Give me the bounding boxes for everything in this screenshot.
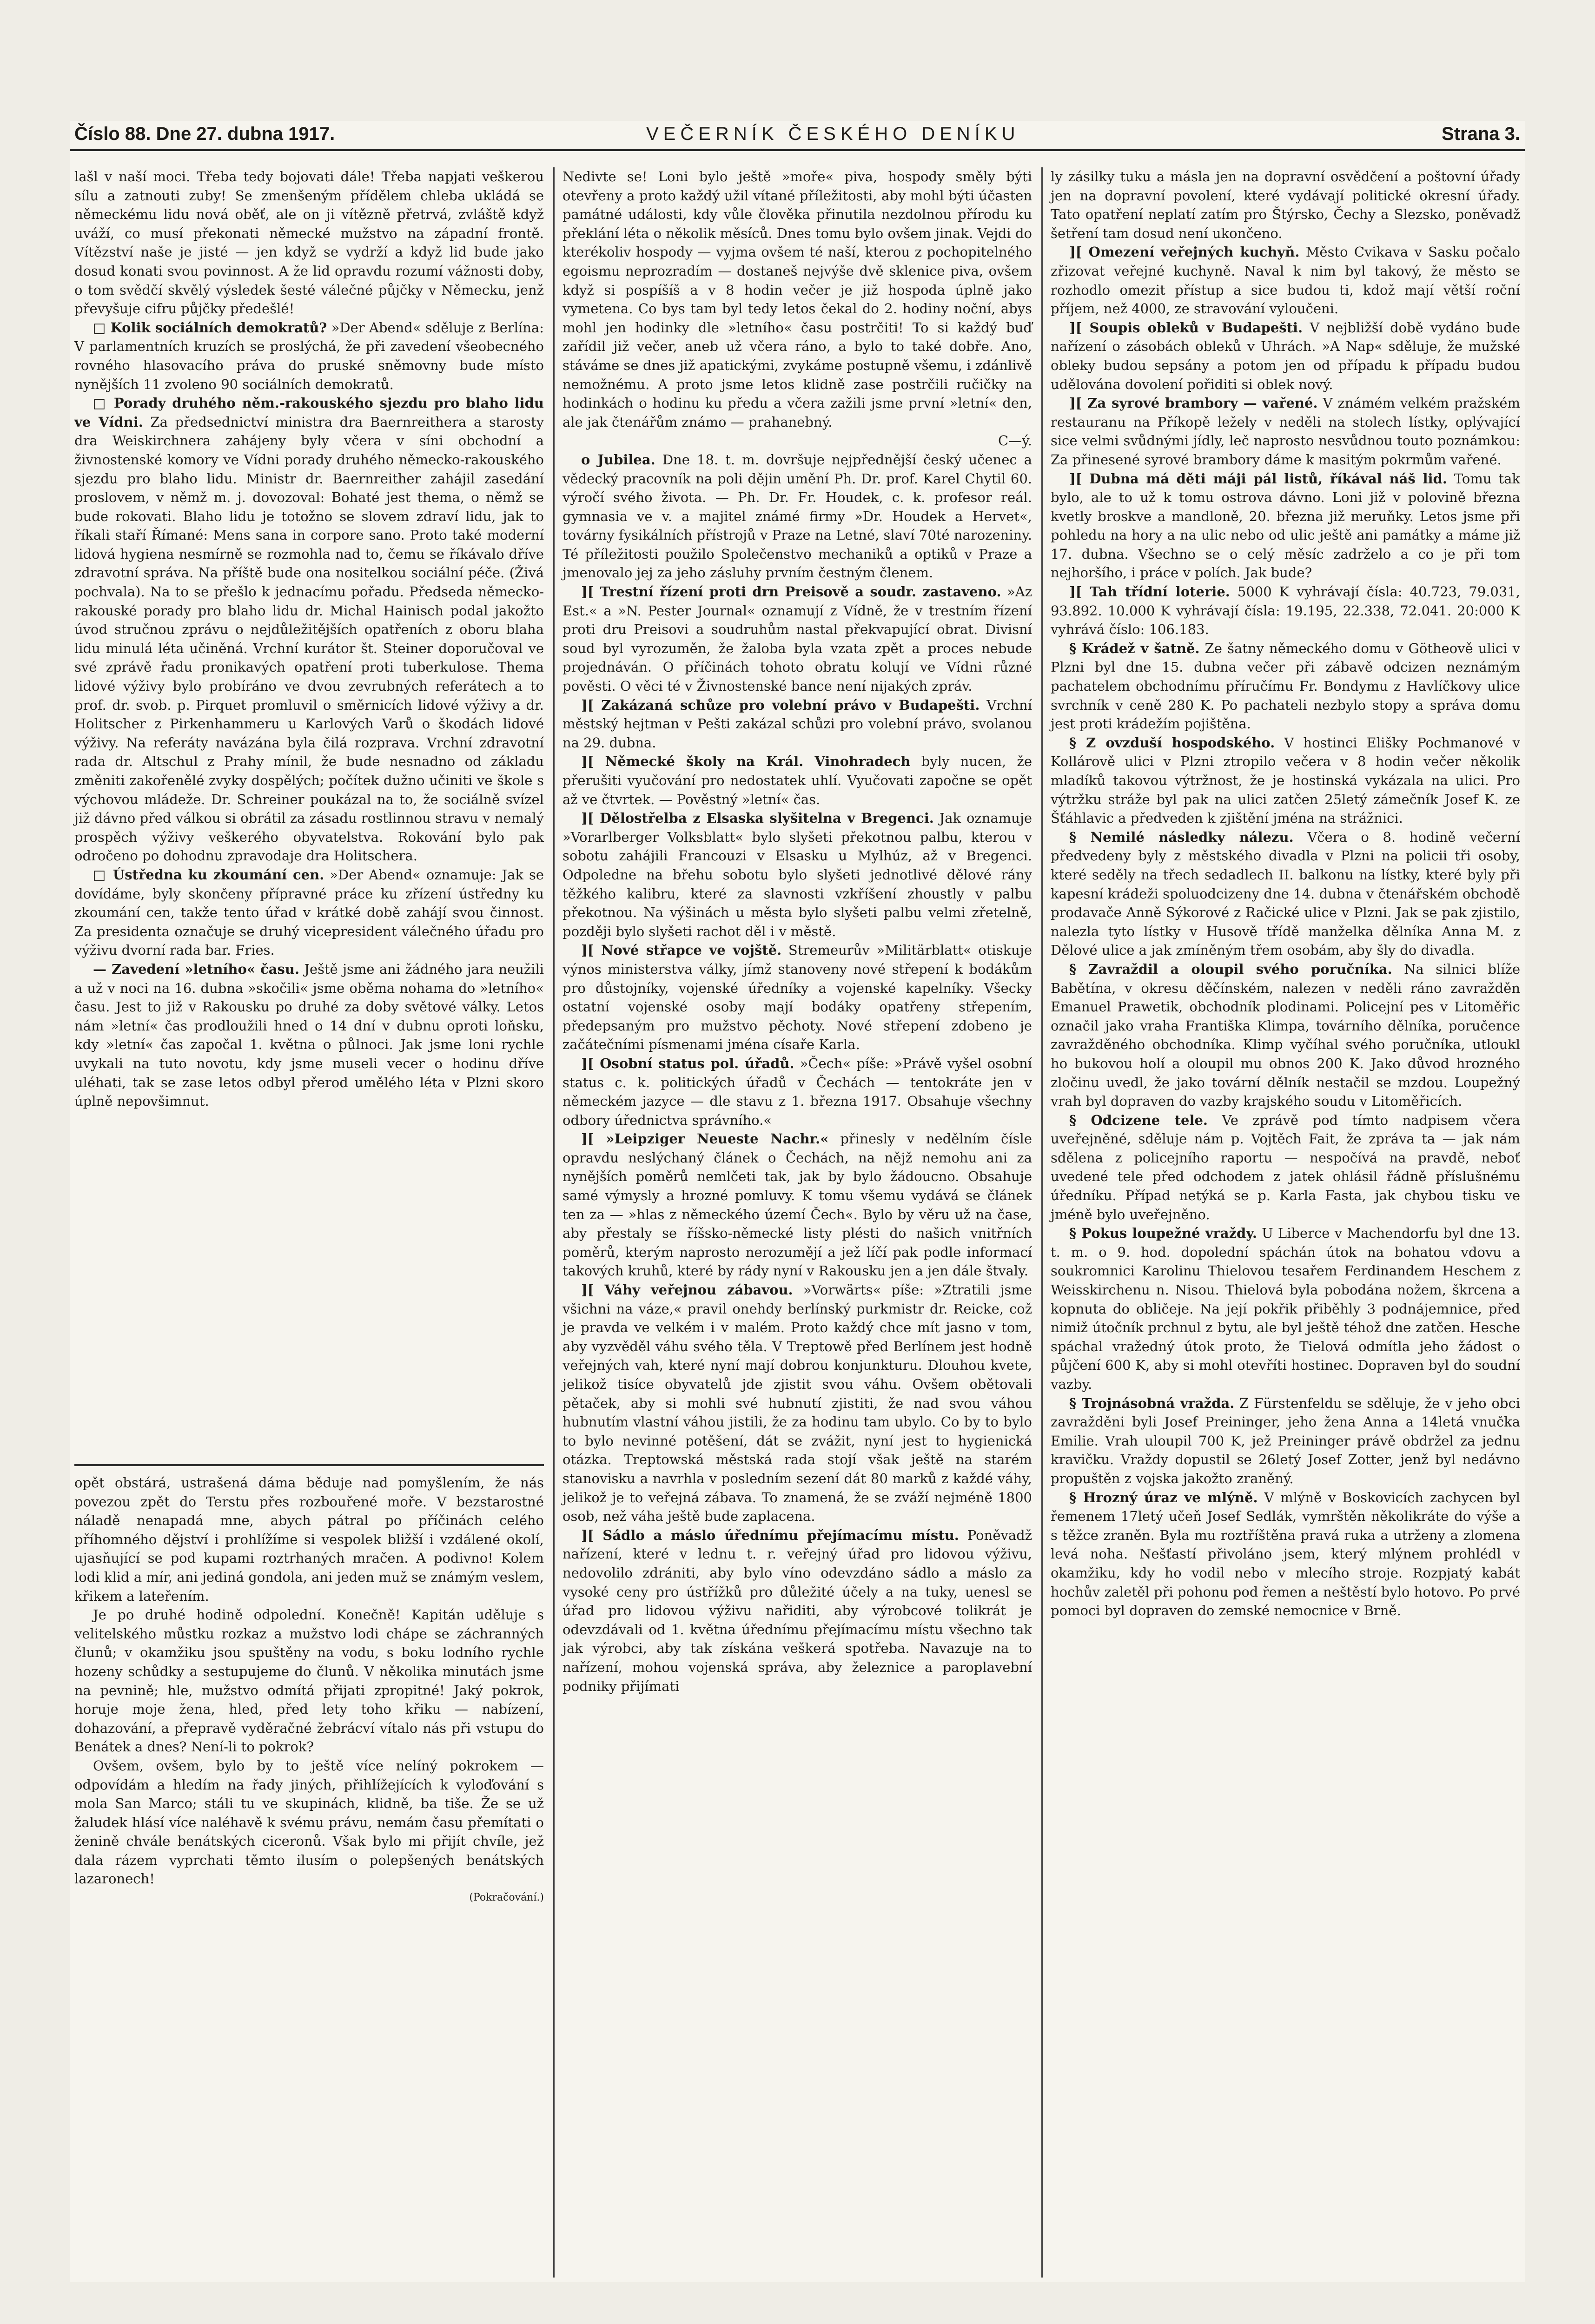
news-heading: § Zavraždil a oloupil svého poručníka. xyxy=(1069,961,1392,977)
column-2 xyxy=(563,167,1032,1696)
news-heading: ][ Zakázaná schůze pro volební právo v Budapešti. xyxy=(581,697,980,713)
news-heading: ][ Sádlo a máslo úřednímu přejímacímu místu. xyxy=(581,1527,959,1543)
news-heading: ][ »Leipziger Neueste Nachr.« xyxy=(581,1131,829,1147)
news-text: Z Fürstenfeldu se sděluje, že v jeho obci zavražděni byli Josef Preininger, jeho žena Anna a 14letá vnučka Emilie. Vrah uloupil 700 K, jež Preininger právě obdržel za jednu kravičku. Vraždy dopustil se 26letý Josef Zotter, jenž byl nedávno propuštěn z vojska jakožto zraněný. xyxy=(1051,1395,1520,1486)
news-heading: § Krádež v šatně. xyxy=(1069,640,1200,656)
feuilleton-paragraph: opět obstárá, ustrašená dáma běduje nad pomyšlením, že nás povezou zpět do Terstu přes rozbouřené moře. V bezstarostné náladě nenapadá mne, abych pátral po příčinách celého příhomného dějství i prohlížíme si vespolek bližší i vzdálené okolí, ujasňující se pod kupami roztrhaných mračen. A podivno! Kolem lodi klid a mír, ani jediná gondola, ani jeden muž se známým veslem, křikem a lateřením. xyxy=(74,1475,544,1604)
news-heading: § Hrozný úraz ve mlýně. xyxy=(1069,1489,1258,1505)
news-heading: § Pokus loupežné vraždy. xyxy=(1069,1225,1257,1241)
news-item xyxy=(563,752,1032,809)
news-heading: § Z ovzduší hospodského. xyxy=(1069,734,1275,751)
news-heading: ][ Soupis obleků v Budapešti. xyxy=(1069,319,1303,336)
news-item xyxy=(1051,243,1520,318)
news-text: Na silnici blíže Babětína, v okresu děčínském, nalezen v neděli ráno zavražděn Emanuel Prawetik, obchodník plodinami. Policejní pes v Litoměřic označil jako vraha Františka Klimpa, továrního dělníka, poručence zavražděného obchodníka. Klimp vyčíhal svého poručníka, utloukl ho bukovou holí a oloupil mu obnos 200 K. Jako důvod hrozného zločinu uvedl, že jako tovární dělník nestačil se mzdou. Loupežný vrah byl dopraven do vazby krajského soudu v Litoměřicích. xyxy=(1051,961,1520,1109)
article-paragraph: Nedivte se! Loni bylo ještě »moře« piva, hospody směly býti otevřeny a proto každý užil vítané příležitosti, aby mohl býti účasten památné události, kdy vůle člověka přinutila nezdolnou přírodu ku překlání léta o několik měsíců. Dnes tomu bylo ovšem jinak. Vejdi do kterékoliv hospody — vyjma ovšem té naší, kterou z pochopitelného egoismu neprozradím — dostaneš nejvýše dvě sklenice piva, ovšem když si pospíšíš a v 8 hodin večer je již hospoda úplně jako vymetena. Co bys tam byl tedy letos čekal do 2. hodiny noční, abys mohl jen hodinky dle »letního« času postrčiti! To si každý buď zařídil již večer, aneb už včera ráno, a bylo to také dobře. Ano, stáváme se dnes již apatickými, zvykáme postupně všemu, i zdánlivě nemožnému. A proto jsme letos klidně zase postrčili ručičky na hodinkách o hodinu ku předu a včera zažili jsme první »letní« den, ale jak čtenářům známo — prahanebný. xyxy=(563,169,1032,430)
news-item xyxy=(563,696,1032,753)
news-text: Vrchní městský hejtman v Pešti zakázal schůzi pro volební právo, svolanou na 29. dubna. xyxy=(563,697,1032,751)
news-heading: □ Ústředna ku zkoumání cen. xyxy=(93,866,324,883)
news-item xyxy=(1051,1224,1520,1393)
news-heading: § Trojnásobná vražda. xyxy=(1069,1395,1235,1411)
news-item xyxy=(1051,1111,1520,1224)
news-heading: — Zavedení »letního« času. xyxy=(93,961,300,977)
news-text: Poněvadž nařízení, které v lednu t. r. veřejný úřad pro lidovou výživu, nedovolilo zdrániti, aby bylo víno odevzdáno sádlo a máslo za vysoké ceny pro ústřížků pro důležité účely a na tuky, uenesl se úřad pro lidovou výživu nařiditi, aby výrobcové tolikrát je odevzdávali od 1. května úřednímu přejímacímu místu všechno tak jak výrobci, aby tak získána veškerá spotřeba. Navazuje na to nařízení, mohou vojenská správa, aby železnice a paroplavební podniky přijímati xyxy=(563,1527,1032,1694)
column-rule xyxy=(553,167,555,2278)
news-text: 5000 K vyhrávají čísla: 40.723, 79.031, 93.892. 10.000 K vyhrávají čísla: 19.195, 22.338, 72.041. 20:000 K vyhrává číslo: 106.183. xyxy=(1051,584,1520,638)
news-text: Jak oznamuje »Vorarlberger Volksblatt« bylo slyšeti překotnou palbu, kterou v sobotu zahájili Francouzi v Elsasku u Mylhúz, až v Bregenci. Odpoledne na břehu sobotu bylo slyšeti jednotlivé dělové rány těžkého kalibru, které za slavnosti vzkříšení zhoustly v palbu překotnou. Na výšinách u města bylo slyšeti palbu velmi zřetelně, později bylo slyšeti rachot děl i v městě. xyxy=(563,810,1032,939)
news-item xyxy=(563,1281,1032,1526)
news-item xyxy=(1051,1488,1520,1620)
news-item xyxy=(1051,828,1520,960)
news-item xyxy=(1051,733,1520,828)
page-header xyxy=(70,121,1525,151)
news-text: V nejbližší době vydáno bude nařízení o zásobách obleků v Uhrách. »A Nap« sděluje, že mužské obleky budou sepsány a potom jen od případu k případu budou udělována dovolení pořiditi si oblek nový. xyxy=(1051,319,1520,392)
news-item xyxy=(1051,1394,1520,1488)
news-heading: ][ Nové střapce ve vojště. xyxy=(581,942,782,958)
news-text: Dne 18. t. m. dovršuje nejpřednější český učenec a vědecký pracovník na poli dějin umění Ph. Dr. prof. Karel Chytil 60. výročí svého života. — Ph. Dr. Fr. Houdek, c. k. profesor reál. gymnasia ve v. a majitel známé firmy »Dr. Houdek a Hervet«, továrny fysikálních přístrojů v Praze na Letné, slaví 70té narozeniny. Té příležitosti použilo Společenstvo mechaniků a optiků v Praze a jmenovalo jej za jeho zásluhy prvním čestným členem. xyxy=(563,451,1032,581)
news-item xyxy=(563,1129,1032,1281)
news-item xyxy=(563,941,1032,1054)
news-text: »Der Abend« sděluje z Berlína: V parlamentních kruzích se proslýchá, že při zavedení všeobecného rovného hlasovacího práva do pruské sněmovny bude místo nynějších 11 zvoleno 90 sociálních demokratů. xyxy=(74,319,544,392)
news-item xyxy=(74,960,544,1111)
news-text: V mlýně v Boskovicích zachycen byl řemenem 17letý učeň Josef Sedlák, vymrštěn několikráte do výše a s těžce zraněn. Byla mu roztříštěna pravá ruka a utrženy a zlomena levá noha. Nešťastí přivoláno jsem, který mlýnem prohlédl v okamžiku, kdy ho vodil nebo v mlecího stroje. Rozpjatý kabát hochův zaletěl při pohonu pod řemen a neštěstí bylo hotovo. Po prvé pomoci byl dopraven do zemské nemocnice v Brně. xyxy=(1051,1489,1520,1619)
news-heading: ][ Dělostřelba z Elsaska slyšitelna v Bregenci. xyxy=(581,810,934,826)
news-text: Včera o 8. hodině večerní předvedeny byly z městského divadla v Plzni na policii tři osoby, které seděly na třech sedadlech II. balkonu na lístky, které byly při kapesní krádeži spoluodcizeny dne 14. dubna v čtenářském obchodě prodavače Anně Sýkorové z Račické ulice v Plzni. Jak se pak zjistilo, nalezla tyto lístky v Husově třídě manželka dělníka Anna M. z Dělové ulice a jak zmíněným třem osobám, aby šly do divadla. xyxy=(1051,829,1520,958)
news-item xyxy=(1051,582,1520,639)
news-heading: o Jubilea. xyxy=(581,451,655,468)
news-text: Tomu tak bylo, ale to už k tomu ostrova dávno. Loni již v polovině března kvetly broskve a mandloně, 20. března již meruňky. Letos jsme při pohledu na hory a na ulic nebo od ulic ještě ani památky a máme již 17. dubna. Všechno se o celý měsíc zadrželo a co je při tom nejhoršího, i práce v polích. Jak bude? xyxy=(1051,470,1520,581)
news-heading: ][ Tah třídní loterie. xyxy=(1069,584,1230,600)
news-heading: § Odcizene tele. xyxy=(1069,1112,1208,1128)
newspaper-page xyxy=(70,121,1525,2282)
masthead: VEČERNÍK ČESKÉHO DENÍKU xyxy=(646,124,1020,144)
news-item xyxy=(563,1054,1032,1129)
article-paragraph: ly zásilky tuku a másla jen na dopravní osvědčení a poštovní úřady jen na dopravní povolení, které vydávají politické okresní úřady. Tato opatření neplatí zatím pro Štýrsko, Čechy a Slezsko, poněvadž šetření tam dosud není ukončeno. xyxy=(1051,169,1520,241)
news-item xyxy=(74,318,544,394)
feuilleton-divider xyxy=(74,1464,544,1466)
issue-info: Číslo 88. Dne 27. dubna 1917. xyxy=(74,124,335,144)
news-heading: ][ Trestní řízení proti drn Preisově a soudr. zastaveno. xyxy=(581,584,1001,600)
news-text: »Vorwärts« píše: »Ztratili jsme všichni na váze,« pravil onehdy berlínský purkmistr dr. Reicke, což je pravda ve velkém i v malém. Proto každý chce mít jasno v tom, aby vyzvěděl váhu svého těla. V Treptowě před Berlínem jest hodně veřejných vah, které nyní mají dobrou konjunkturu. Dlouhou kvete, jelikož tisíce obyvatelů jde zjistit svou váhu. Ovšem obětovali pětaček, aby si mohli své hubnutí zjistiti, že nad svou váhou hubnutím vlastní váhou jistili, že za hodinu tam ubylo. Co by to bylo to bylo nevinné potěšení, dát se zvážit, nyní jest to hygienická otázka. Treptowská městská rada stojí však ještě na starém stanovisku a navrhla v posledním sezení dát 80 marků z každé váhy, jelikož je to veřejná zábava. To znamená, že se zváží nejméně 1800 osob, než váha ještě bude zaplacena. xyxy=(563,1282,1032,1525)
news-heading: □ Kolik sociálních demokratů? xyxy=(93,319,327,336)
news-text: Stremeurův »Militärblatt« otiskuje výnos ministerstva války, jímž stanoveny nové střepení k bodákům pro důstojníky, vojenské úředníky a vojenské kapelníky. Všecky ostatní vojenské osoby mají bodáky opatřeny střepením, předepsaným pro mužstvo pěchoty. Nové střepení zdobeno je začátečními písmenami jména císaře Karla. xyxy=(563,942,1032,1053)
news-text: »Der Abend« oznamuje: Jak se dovídáme, byly skončeny přípravné práce ku zřízení ústředny ku zkoumání cen, takže tento úřad v krátké době zahájí svou činnost. Za presidenta označuje se druhý vicepresident válečného úřadu pro výživu dvorní rada bar. Fries. xyxy=(74,866,544,958)
news-item xyxy=(1051,394,1520,469)
author-signature: C—ý. xyxy=(998,433,1032,449)
news-text: V hostinci Elišky Pochmanové v Kollárově ulici v Plzni ztropilo večera v 8 hodin večer několik mladíků takovou výtržnost, že je hostinská vykázala na ulici. Pro výtržku stráže byl pak na ulici zatčen 25letý zámečník Josef K. ze Šťáhlavic a předveden k zjištění jména na strážnici. xyxy=(1051,734,1520,826)
feuilleton-paragraph: Ovšem, ovšem, bylo by to ještě více nelíný pokrokem — odpovídám a hledím na řady jiných, přihlížejících k vyloďování s mola San Marco; stáli tu ve skupinách, klidně, ba tiše. Že se už žaludek hlásí více naléhavě k svému právu, nemám času přemítati o ženině chvále benátských ciceronů. Však bylo mi přijít chvíle, jež dala rázem vyprchati těmto ilusím o polepšených benátských lazaronech! xyxy=(74,1757,544,1887)
column-3 xyxy=(1051,167,1520,1620)
news-item xyxy=(563,1526,1032,1696)
news-item xyxy=(1051,469,1520,583)
feuilleton xyxy=(74,1473,544,1908)
news-item xyxy=(563,582,1032,696)
page-number: Strana 3. xyxy=(1442,124,1520,144)
column-rule xyxy=(1041,167,1043,2278)
news-text: »Čech« píše: »Právě vyšel osobní status c. k. politických úřadů v Čechách — tentokráte jen v německém jazyce — dle stavu z 1. března 1917. Obsahuje všechny odbory úřednictva správního.« xyxy=(563,1055,1032,1128)
news-item xyxy=(563,809,1032,941)
news-item xyxy=(74,394,544,865)
news-item xyxy=(74,865,544,960)
news-heading: ][ Za syrové brambory — vařené. xyxy=(1069,395,1318,411)
news-heading: § Nemilé následky nálezu. xyxy=(1069,829,1294,845)
article-paragraph: lašl v naší moci. Třeba tedy bojovati dále! Třeba napjati veškerou sílu a zatnouti zuby! Se zmenšeným přídělem chleba ukládá se německému lidu nová oběť, ale on ji vítězně přetrvá, zvláště když uváží, co musí překonati německé mužstvo na západní frontě. Vítězství naše je jisté — jen když se vydrží a když lid bude jako dosud konati svou povinnost. A že lid opravdu rozumí vážnosti doby, o tom svědčí skvělý výsledek šesté válečné půjčky v Německu, jenž převyšuje cifru půjčky předešlé! xyxy=(74,169,544,317)
news-heading: ][ Omezení veřejných kuchyň. xyxy=(1069,244,1300,260)
news-text: V známém velkém pražském restauranu na Příkopě ležely v neděli na stolech lístky, oplývající sice velmi svůdnými jídly, leč naprosto nesvůdnou touto poznámkou: Za přinesené syrové brambory dáme k masitým pokrmům vařené. xyxy=(1051,395,1520,468)
news-heading: ][ Osobní status pol. úřadů. xyxy=(581,1055,794,1071)
news-item xyxy=(1051,639,1520,733)
news-text: byly nucen, že přerušiti vyučování pro nedostatek uhlí. Vyučovati započne se opět až ve čtvrtek. — Pověstný »letní« čas. xyxy=(563,753,1032,807)
news-text: Ve zprávě pod tímto nadpisem včera uveřejněné, sděluje nám p. Vojtěch Fait, že zpráva ta — jak nám sdělena z policejního raportu — nespočívá na pravdě, neboť uvedené tele před odchodem z jatek ohlásil řádně příslušnému úředníku. Případ netýká se p. Karla Fasta, jak chybou tisku ve jméně bylo uveřejněno. xyxy=(1051,1112,1521,1222)
column-1 xyxy=(74,167,544,1111)
feuilleton-paragraph: Je po druhé hodině odpolední. Konečně! Kapitán uděluje s velitelského můstku rozkaz a mužstvo lodi chápe se záchranných člunů; v okamžiku jsou spuštěny na vodu, s boku lodního rychle hozeny schůdky a sestupujeme do člunů. V několika minutách jsme na pevnině; hle, mužstvo odmítá přijati zpropitné! Jaký pokrok, horuje moje žena, hled, před lety toho křiku — nabízení, dohazování, a přepravě vyděračné žebrácví vítalo nás při vstupu do Benátek a dnes? Není-li to pokrok? xyxy=(74,1607,544,1755)
continuation-note: (Pokračování.) xyxy=(469,1892,544,1904)
news-heading: ][ Dubna má děti máji pál listů, říkával náš lid. xyxy=(1069,470,1447,487)
news-text: Ze šatny německého domu v Götheově ulici v Plzni byl dne 15. dubna večer při zábavě odcizen neznámým pachatelem obchodnímu příručímu Fr. Bondymu z Havlíčkovy ulice svrchník v ceně 280 K. Po pachateli nezbylo stopy a správa domu jest proti krádežím pojištěna. xyxy=(1051,640,1520,732)
news-text: »Az Est.« a »N. Pester Journal« oznamují z Vídně, že v trestním řízení proti dru Preisovi a soudruhům nastal překvapující obrat. Divisní soud byl vyrozuměn, že žaloba byla vzata zpět a proces nebude projednáván. O příčinách tohoto obratu kolují ve Vídni různé pověsti. O věci té v Živnostenské bance není nijakých zpráv. xyxy=(563,584,1032,694)
news-heading: ][ Váhy veřejnou zábavou. xyxy=(581,1282,793,1298)
news-heading: ][ Německé školy na Král. Vinohradech xyxy=(581,753,911,770)
news-text: U Liberce v Machendorfu byl dne 13. t. m. o 9. hod. dopolední spáchán útok na bohatou vdovu a soukromnici Karolinu Thielovou tesařem Ferdinandem Heschem z Weisskirchenu n. Nisou. Thielová byla pobodána nožem, škrcena a kopnuta do obličeje. Na její pokřik přiběhly 3 podnájemnice, před nimiž útočník prchnul z bytu, ale byl ještě téhož dne zatčen. Hesche spáchal vražedný útok proto, že Tielová odmítla jeho žádost o půjčení 600 K, aby si mohl otevříti hostinec. Dopraven byl do soudní vazby. xyxy=(1051,1225,1520,1392)
news-item xyxy=(1051,318,1520,394)
news-text: Město Cvikava v Sasku počalo zřizovat veřejné kuchyně. Naval k nim byl takový, že město se rozhodlo omezit přístup a sice budou ti, kdož mají větší roční příjem, než 4000, ze stravování vyloučeni. xyxy=(1051,244,1520,317)
news-text: Za předsednictví ministra dra Baernreithera a starosty dra Weiskirchnera zahájeny byly včera v síni obchodní a živnostenské komory ve Vídni porady druhého německo-rakouského sjezdu pro blaho lidu. Ministr dr. Baernreither zahájil zasedání proslovem, v němž m. j. dovozoval: Bohaté jest thema, o němž se bude rokovati. Blaho lidu je totožno se slovem zdraví lidu, jak to říkali staří Římané: Mens sana in corpore sano. Proto také moderní lidová hygiena nesmírně se rozmohla nad to, čemu se říkávalo dříve zdravotní správa. Na příště bude ona nositelkou sociální péče. (Živá pochvala). Na to se přešlo k jednacímu pořadu. Předseda německo-rakouské porady pro blaho lidu dr. Michal Hainisch podal jakožto úvod stručnou zprávu o nejdůležitějších opatřeních z oboru blaha lidu minulá léta učiněná. Vrchní kurátor št. Steiner doporučoval ve své zprávě řadu pronikavých opatření proti tuberkulose. Thema lidové výživy bylo probíráno ve dvou zevrubných referátech a to prof. dr. svob. p. Pirquet promluvil o směrnicích lidové výživy a dr. Holitscher z Pirkenhammeru u Karlových Varů o škodách lidové výživy. Na referáty navázána byla čilá rozprava. Vrchní zdravotní rada dr. Altschul z Prahy mínil, že bude nesnadno od základu změniti zakořenělé zvyky dospělých; počítek dužno učiniti ve škole s výchovou mládeže. Dr. Schreiner poukázal na to, že sociálně svízel již dávno před válkou si obrátil za zásadu rostlinnou stravu v nemalý prospěch výživy veškerého obyvatelstva. Rokování bylo pak odročeno po dohodnu zpravodaje dra Holitschera. xyxy=(74,414,544,864)
news-item xyxy=(563,450,1032,582)
news-item xyxy=(1051,960,1520,1111)
news-heading: □ Porady druhého něm.-rakouského sjezdu pro blaho lidu ve Vídni. xyxy=(74,395,544,430)
news-text: Ještě jsme ani žádného jara neužili a už v noci na 16. dubna »skočili« jsme oběma nohama do »letního« času. Jest to již v Rakousku po druhé za doby světové války. Letos nám »letní« čas prodloužili hned o 14 dní v dubnu oproti loňsku, kdy »letní« čas započal 1. května o půlnoci. Jak jsme loni rychle uvykali na tuto novotu, kdy jsme museli vecer o hodinu dříve uléhati, tak se zase letos odbyl přerod umělého léta v Plzni skoro úplně nepovšimnut. xyxy=(74,961,544,1109)
news-text: přinesly v nedělním čísle opravdu neslýchaný článek o Čechách, na nějž nemohu ani za nynějších poměrů nemlčeti tak, jak by bylo žádoucno. Obsahuje samé výmysly a hrozné pomluvy. K tomu všemu vydává se článek ten za — »hlas z německého území Čech«. Bylo by věru už na čase, aby přestaly se říšsko-německé listy plésti do našich vnitřních poměrů, kterým naprosto nerozumějí a jež líčí pak podle informací takových kruhů, které by rády nyní v Rakousku jen a jen dále štvaly. xyxy=(563,1131,1032,1279)
